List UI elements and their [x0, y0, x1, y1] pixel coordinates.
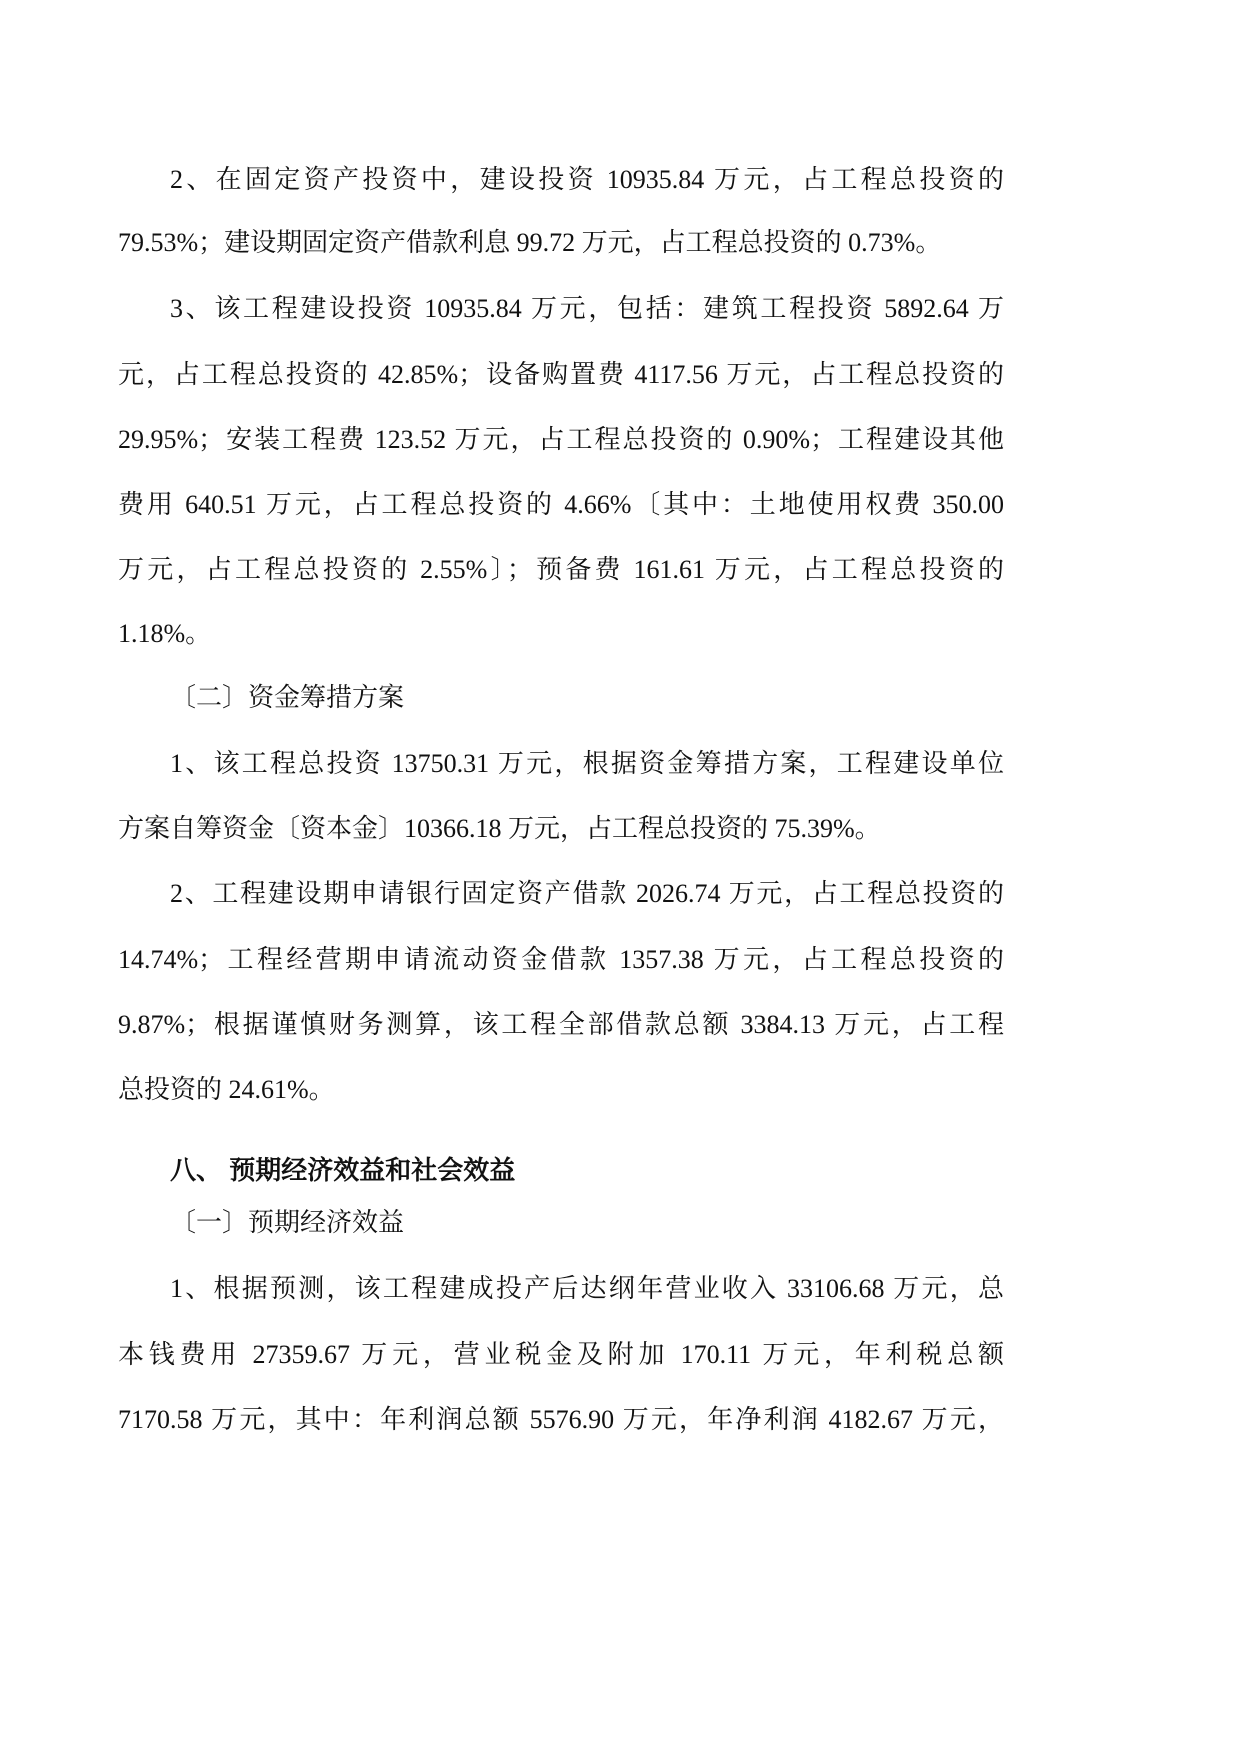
paragraph-line: 2、在固定资产投资中，建设投资 10935.84 万元，占工程总投资的: [170, 165, 1004, 194]
section-heading: 八、 预期经济效益和社会效益: [170, 1155, 516, 1185]
paragraph-line: 1.18%。: [118, 619, 212, 648]
paragraph-line: 1、根据预测，该工程建成投产后达纲年营业收入 33106.68 万元，总: [170, 1274, 1004, 1303]
paragraph-line: 2、工程建设期申请银行固定资产借款 2026.74 万元，占工程总投资的: [170, 879, 1004, 908]
paragraph-line: 费用 640.51 万元，占工程总投资的 4.66%〔其中：土地使用权费 350.00: [118, 490, 1004, 519]
paragraph-line: 1、该工程总投资 13750.31 万元，根据资金筹措方案，工程建设单位: [170, 749, 1004, 778]
paragraph-line: 14.74%；工程经营期申请流动资金借款 1357.38 万元，占工程总投资的: [118, 945, 1004, 974]
paragraph-line: 29.95%；安装工程费 123.52 万元，占工程总投资的 0.90%；工程建设其他: [118, 425, 1004, 454]
paragraph-line: 总投资的 24.61%。: [118, 1075, 335, 1104]
paragraph-line: 本钱费用 27359.67 万元，营业税金及附加 170.11 万元，年利税总额: [118, 1340, 1004, 1369]
paragraph-line: 万元，占工程总投资的 2.55%〕；预备费 161.61 万元，占工程总投资的: [118, 555, 1004, 584]
subsection-heading-funding-plan: 〔二〕资金筹措方案: [170, 683, 405, 712]
paragraph-line: 79.53%；建设期固定资产借款利息 99.72 万元，占工程总投资的 0.73%。: [118, 228, 942, 257]
paragraph-line: 元，占工程总投资的 42.85%；设备购置费 4117.56 万元，占工程总投资的: [118, 360, 1004, 389]
subsection-heading-economic-benefits: 〔一〕预期经济效益: [170, 1208, 405, 1237]
paragraph-line: 3、该工程建设投资 10935.84 万元，包括：建筑工程投资 5892.64 万: [170, 294, 1004, 323]
paragraph-line: 方案自筹资金〔资本金〕10366.18 万元，占工程总投资的 75.39%。: [118, 814, 881, 843]
paragraph-line: 7170.58 万元，其中：年利润总额 5576.90 万元，年净利润 4182.67 万元，: [118, 1405, 1004, 1434]
paragraph-line: 9.87%；根据谨慎财务测算，该工程全部借款总额 3384.13 万元，占工程: [118, 1010, 1004, 1039]
